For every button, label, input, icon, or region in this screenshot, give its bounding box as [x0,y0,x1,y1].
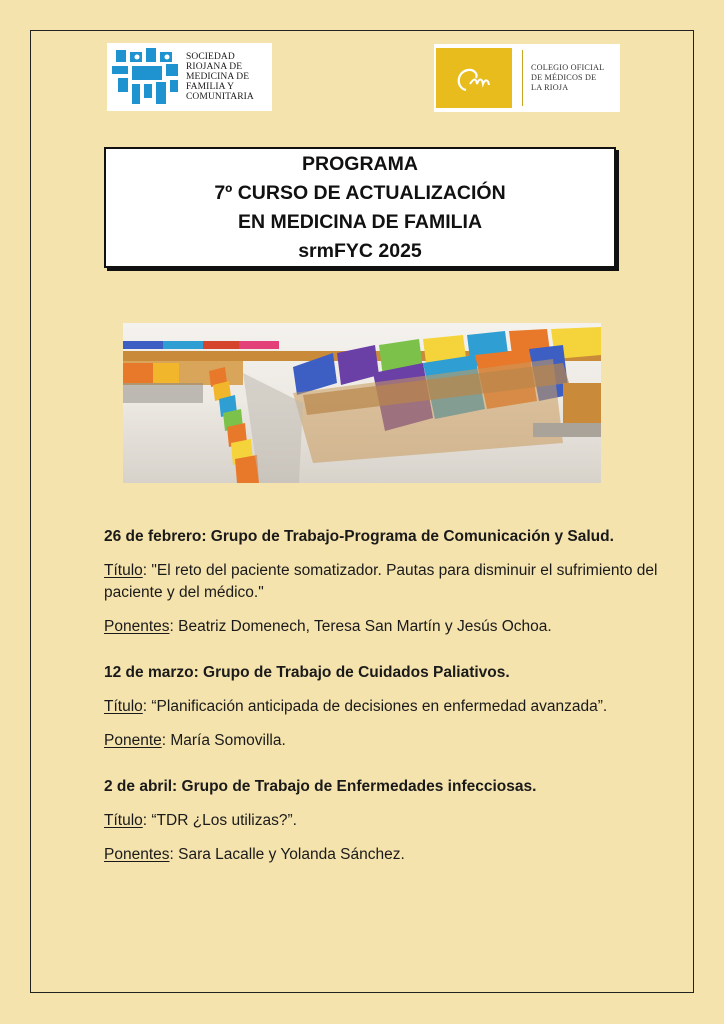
title-text: : "El reto del paciente somatizador. Pautas para disminuir el sufrimiento del paciente y del médico." [104,562,658,601]
srmfyc-logo-text: SOCIEDAD RIOJANA DE MEDICINA DE FAMILIA Y COMUNITARIA [186,52,254,102]
title-line: srmFYC 2025 [298,239,422,262]
session-heading: 26 de febrero: Grupo de Trabajo-Programa de Comunicación y Salud. [104,528,614,545]
speakers-text: : Sara Lacalle y Yolanda Sánchez. [169,846,405,863]
colegio-medicos-logo [434,44,620,112]
session-heading: 2 de abril: Grupo de Trabajo de Enfermedades infecciosas. [104,778,537,795]
session-block [104,662,664,752]
colegio-emblem-icon [436,48,512,108]
lecture-hall-seats-image [123,323,601,483]
program-content [104,526,664,890]
title-label: Título [104,562,143,579]
logo-separator [522,50,523,106]
session-title [104,696,664,718]
session-speakers [104,844,664,866]
title-text: : “Planificación anticipada de decisiones en enfermedad avanzada”. [142,698,608,715]
program-title-box [104,147,616,268]
session-title [104,810,664,832]
session-block [104,526,664,638]
srmfyc-emblem-icon [110,46,182,108]
title-line: 7º CURSO DE ACTUALIZACIÓN [214,181,506,204]
title-text: : “TDR ¿Los utilizas?”. [142,812,297,829]
lecture-hall-photo [123,323,601,483]
title-line: EN MEDICINA DE FAMILIA [237,210,483,233]
session-heading: 12 de marzo: Grupo de Trabajo de Cuidados Paliativos. [104,664,510,681]
title-line: PROGRAMA [302,152,418,175]
title-label: Título [104,698,143,715]
session-speakers [104,616,664,638]
speakers-text: : María Somovilla. [161,732,286,749]
session-title [104,560,664,604]
title-label: Título [104,812,143,829]
speakers-label: Ponente [104,732,162,749]
srmfyc-logo [107,43,272,111]
speakers-text: : Beatriz Domenech, Teresa San Martín y Jesús Ochoa. [169,618,552,635]
colegio-logo-text: COLEGIO OFICIAL DE MÉDICOS DE LA RIOJA [531,63,605,92]
speakers-label: Ponentes [104,618,170,635]
session-block [104,776,664,866]
speakers-label: Ponentes [104,846,170,863]
session-speakers [104,730,664,752]
